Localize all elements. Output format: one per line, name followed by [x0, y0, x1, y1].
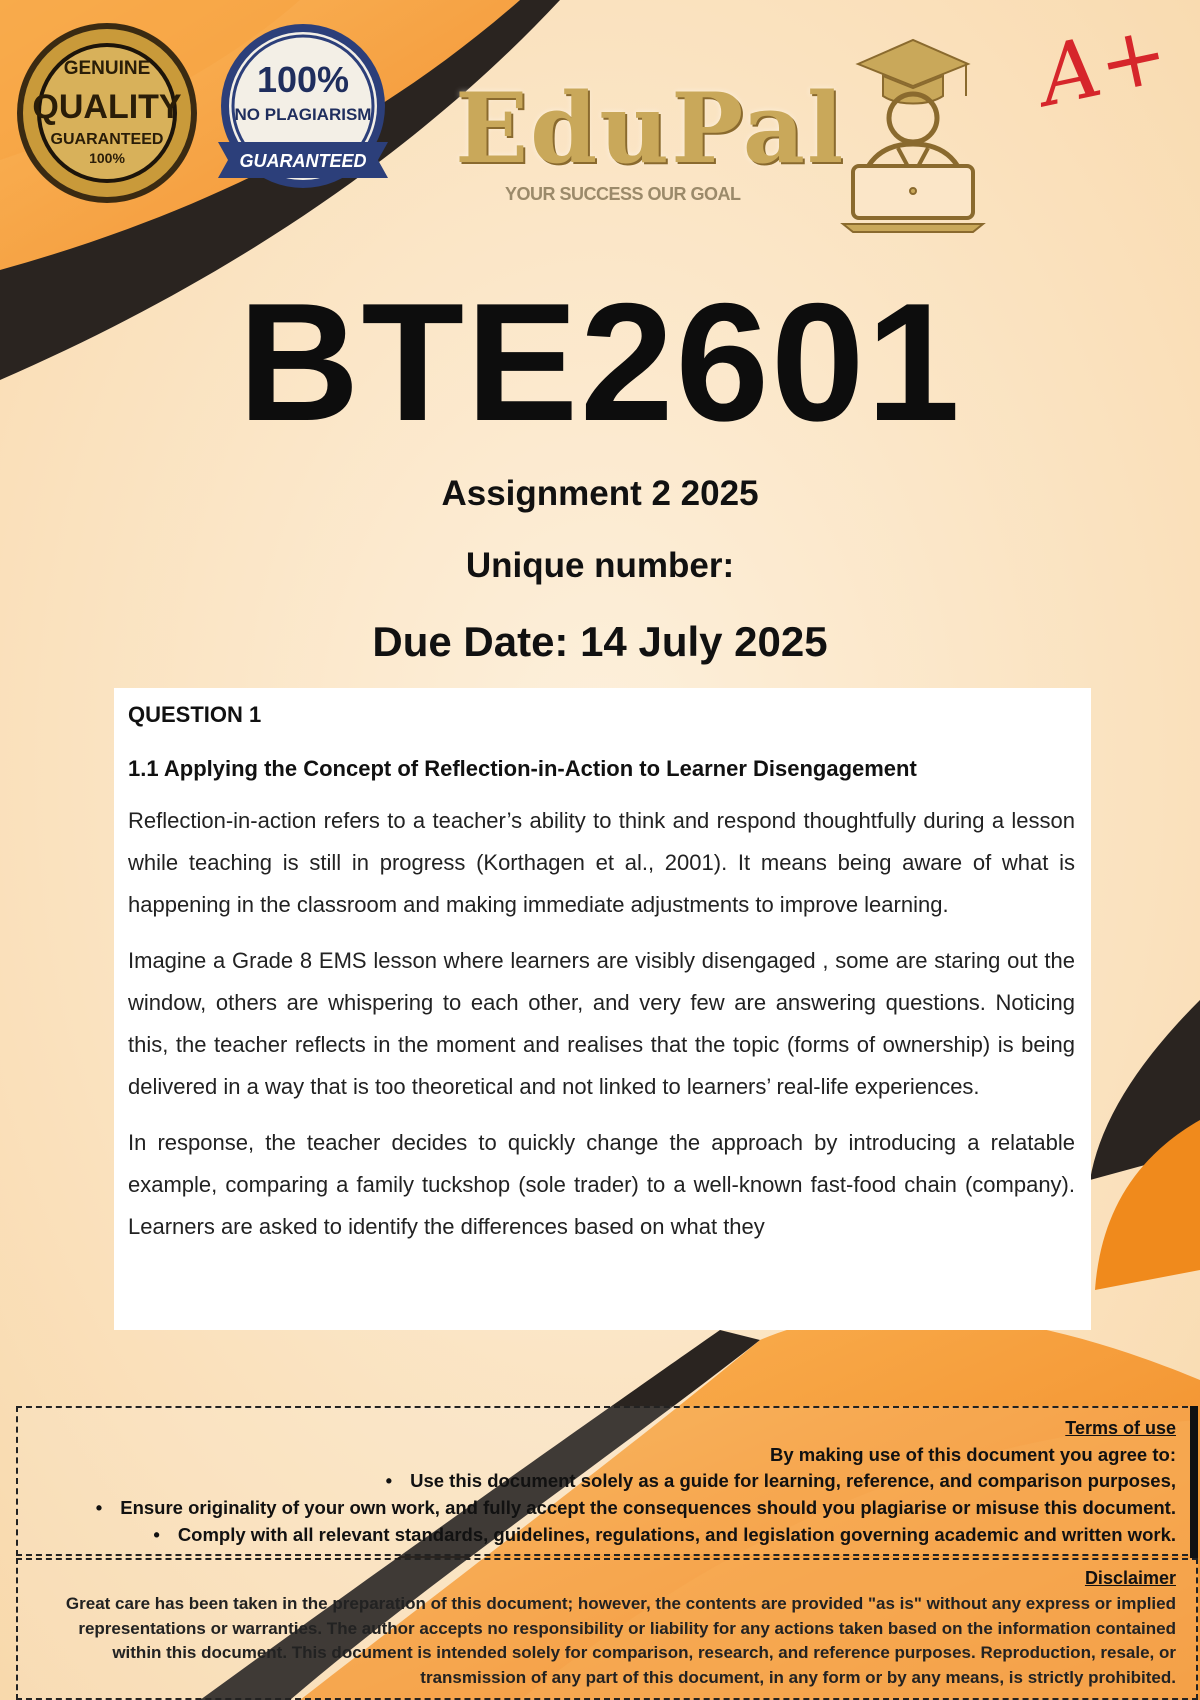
terms-side-bar [1190, 1406, 1198, 1558]
paragraph: Imagine a Grade 8 EMS lesson where learners are visibly disengaged , some are staring out the window, others are whispering to each other, and very few are answering questions. Noticing this, the teacher reflects in the moment and realises that the topic (forms of ownership) is being delivered in a way that is too theoretical and not linked to learners’ real-life experiences. [128, 948, 1075, 1099]
edupal-logo: EduPal [455, 72, 846, 185]
terms-item-text: Use this document solely as a guide for learning, reference, and comparison purposes, [410, 1470, 1176, 1491]
seal-guaranteed: GUARANTEED [50, 131, 164, 148]
seal-100-percent: 100% [256, 59, 350, 100]
terms-intro: By making use of this document you agree to: [769, 1444, 1176, 1465]
paragraph: Reflection-in-action refers to a teacher’s ability to think and respond thoughtfully during a lesson while teaching is still in progress (Korthagen et al., 2001). It means being aware of what is happening in the classroom and making immediate adjustments to improve learning. [128, 808, 1075, 917]
seal-guaranteed-ribbon: GUARANTEED [239, 151, 367, 171]
unique-number-label: Unique number: [465, 546, 735, 585]
edupal-tagline: YOUR SUCCESS OUR GOAL [505, 184, 741, 204]
graduate-laptop-icon [838, 26, 988, 236]
seal-no-plagiarism: NO PLAGIARISM [234, 105, 372, 124]
terms-title: Terms of use [1065, 1418, 1176, 1438]
disclaimer-box [16, 1558, 1198, 1700]
terms-item [96, 1497, 1176, 1519]
bullet-icon: • [153, 1524, 160, 1545]
seal-genuine: GENUINE [63, 58, 151, 79]
answer-preview-panel [114, 688, 1091, 1330]
bullet-icon: • [95, 1497, 103, 1518]
terms-of-use-box [16, 1406, 1198, 1556]
seal-percent: 100% [89, 150, 125, 166]
question-title: QUESTION 1 [128, 702, 262, 727]
course-code: BTE2601 [238, 268, 962, 456]
no-plagiarism-seal [208, 14, 408, 214]
disclaimer-text: Great care has been taken in the preparation of this document; however, the contents are provided "as is" without any express or implied representations or warranties. The author accepts no responsibility or liability for any actions taken based on the information contained within this document. This document is intended solely for comparison, research, and reference purposes. Reproduction, resale, or transmission of any part of this document, in any form or by any means, is strictly prohibited. [65, 1594, 1176, 1687]
a-plus-grade-mark: A+ [1031, 5, 1177, 126]
terms-item-text: Ensure originality of your own work, and fully accept the consequences should you plagiarise or misuse this document. [120, 1497, 1176, 1518]
disclaimer-title: Disclaimer [1084, 1568, 1176, 1588]
seal-quality: QUALITY [32, 88, 182, 126]
terms-item [153, 1524, 1176, 1546]
quality-guaranteed-seal [12, 18, 202, 208]
terms-item [386, 1470, 1176, 1492]
terms-item-text: Comply with all relevant standards, guidelines, regulations, and legislation governing academic and written work. [177, 1524, 1176, 1545]
due-date: Due Date: 14 July 2025 [372, 618, 828, 665]
bullet-icon: • [385, 1470, 393, 1491]
paragraph: In response, the teacher decides to quickly change the approach by introducing a relatable example, comparing a family tuckshop (sole trader) to a well-known fast-food chain (company). Learners are asked to identify the differences based on what they [128, 1130, 1075, 1239]
assignment-title: Assignment 2 2025 [441, 474, 759, 513]
question-subheading: 1.1 Applying the Concept of Reflection-in-Action to Learner Disengagement [128, 756, 917, 781]
